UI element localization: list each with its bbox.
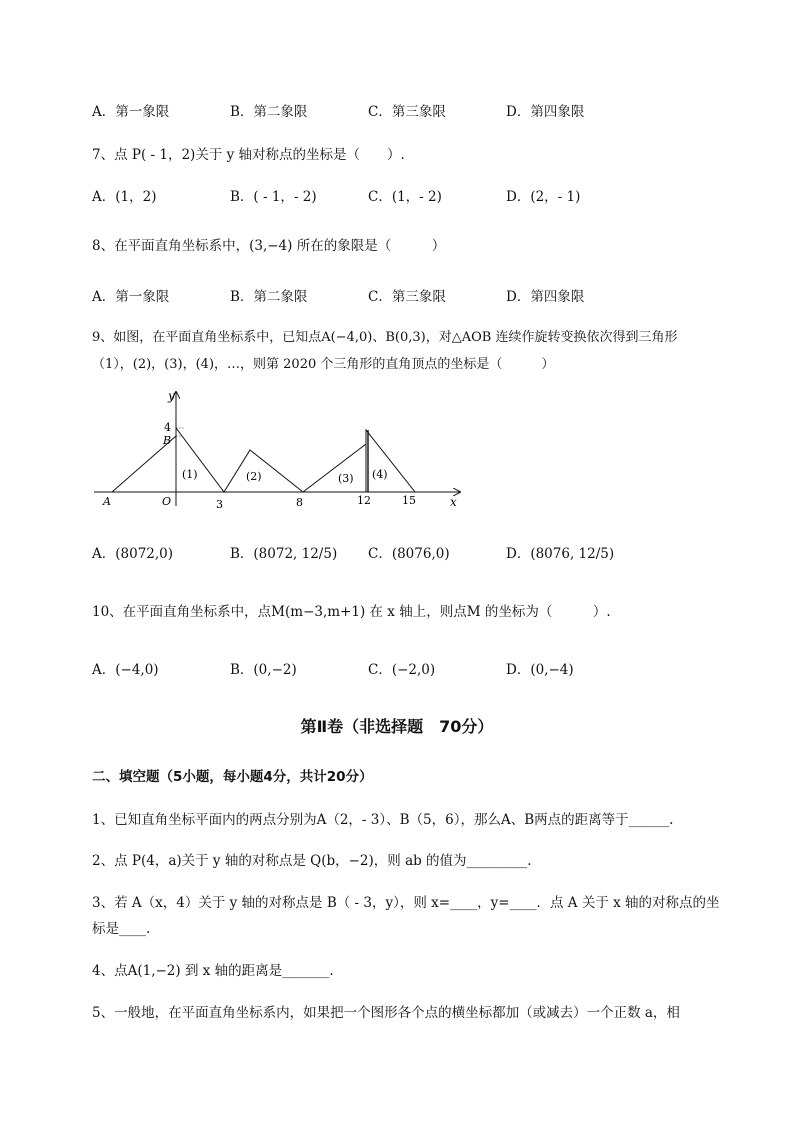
section2-title: 二、填空题（5小题，每小题4分，共计20分） xyxy=(92,769,373,785)
q10-option-b[interactable]: B．(0,−2) xyxy=(230,662,297,678)
q7-option-c[interactable]: C．(1，- 2) xyxy=(368,189,442,205)
fill-q3-line2: 标是____. xyxy=(92,921,151,937)
q9-text-line2: （1），(2)，(3)，(4)，…，则第 2020 个三角形的直角顶点的坐标是（ ） xyxy=(92,357,555,372)
q7-option-d[interactable]: D．(2，- 1) xyxy=(506,189,581,205)
q10-option-a[interactable]: A．(−4,0) xyxy=(92,662,159,678)
triangle-label-2: (2) xyxy=(246,470,262,483)
triangle-label-1: (1) xyxy=(182,468,198,481)
q7-option-a[interactable]: A．(1，2) xyxy=(92,189,157,205)
q7-options xyxy=(92,185,732,205)
q9-option-c[interactable]: C．(8076,0) xyxy=(368,546,450,562)
label-a: A xyxy=(103,495,111,508)
q9-option-a[interactable]: A．(8072,0) xyxy=(92,546,174,562)
q8-option-b[interactable]: B．第二象限 xyxy=(230,289,308,305)
q9-text-line1: 9、如图，在平面直角坐标系中，已知点A(−4,0)、B(0,3)，对△AOB 连续作旋转变换依次得到三角形 xyxy=(92,330,678,345)
triangle-3 xyxy=(303,444,366,492)
q8-option-a[interactable]: A．第一象限 xyxy=(92,289,170,305)
q9-option-b[interactable]: B．(8072, 12/5) xyxy=(230,546,338,562)
q8-text: 8、在平面直角坐标系中，(3,−4) 所在的象限是（ ） xyxy=(92,238,446,254)
label-o: O xyxy=(162,495,172,508)
triangle-1 xyxy=(176,428,224,492)
q9-options xyxy=(92,542,732,562)
q7-option-b[interactable]: B．( - 1，- 2) xyxy=(230,189,317,205)
x-axis-label: x xyxy=(450,495,457,509)
q6-option-b[interactable]: B．第二象限 xyxy=(230,104,308,120)
label-3: 3 xyxy=(216,498,223,511)
triangle-4 xyxy=(366,430,415,492)
q6-option-a[interactable]: A．第一象限 xyxy=(92,104,170,120)
q10-text: 10、在平面直角坐标系中，点M(m−3,m+1) 在 x 轴上，则点M 的坐标为（ ）. xyxy=(92,604,611,620)
label-4: 4 xyxy=(164,421,171,434)
q7-text: 7、点 P( - 1，2)关于 y 轴对称点的坐标是（ ）. xyxy=(92,147,405,163)
q8-options xyxy=(92,285,732,305)
q6-option-d[interactable]: D．第四象限 xyxy=(506,104,585,120)
y-axis-label: y xyxy=(168,389,175,403)
q8-option-c[interactable]: C．第三象限 xyxy=(368,289,446,305)
triangle-2 xyxy=(224,450,303,492)
label-b: B xyxy=(163,434,172,447)
q6-option-c[interactable]: C．第三象限 xyxy=(368,104,446,120)
q9-option-d[interactable]: D．(8076, 12/5) xyxy=(506,546,615,562)
triangle-label-3: (3) xyxy=(338,472,354,485)
triangle-label-4: (4) xyxy=(372,468,388,481)
q10-options xyxy=(92,658,732,678)
q8-option-d[interactable]: D．第四象限 xyxy=(506,289,585,305)
q6-options xyxy=(92,100,732,120)
q10-option-d[interactable]: D．(0,−4) xyxy=(506,662,574,678)
q9-figure xyxy=(90,388,470,513)
fill-q2: 2、点 P(4，a)关于 y 轴的对称点是 Q(b，−2)，则 ab 的值为_________. xyxy=(92,853,532,869)
label-15: 15 xyxy=(402,494,416,507)
q10-option-c[interactable]: C．(−2,0) xyxy=(368,662,436,678)
fill-q5: 5、一般地，在平面直角坐标系内，如果把一个图形各个点的横坐标都加（或减去）一个正数 a，相 xyxy=(92,1005,680,1021)
fill-q3-line1: 3、若 A（x，4）关于 y 轴的对称点是 B（ - 3，y），则 x=____，y=____．点 A 关于 x 轴的对称点的坐 xyxy=(92,895,720,911)
fill-q4: 4、点A(1,−2) 到 x 轴的距离是_______. xyxy=(92,963,334,979)
label-12: 12 xyxy=(357,494,371,507)
label-8: 8 xyxy=(296,496,303,509)
fill-q1: 1、已知直角坐标平面内的两点分别为A（2，- 3）、B（5，6），那么A、B两点的距离等于______. xyxy=(92,812,674,828)
part2-title: 第Ⅱ卷（非选择题 70分） xyxy=(300,717,494,736)
